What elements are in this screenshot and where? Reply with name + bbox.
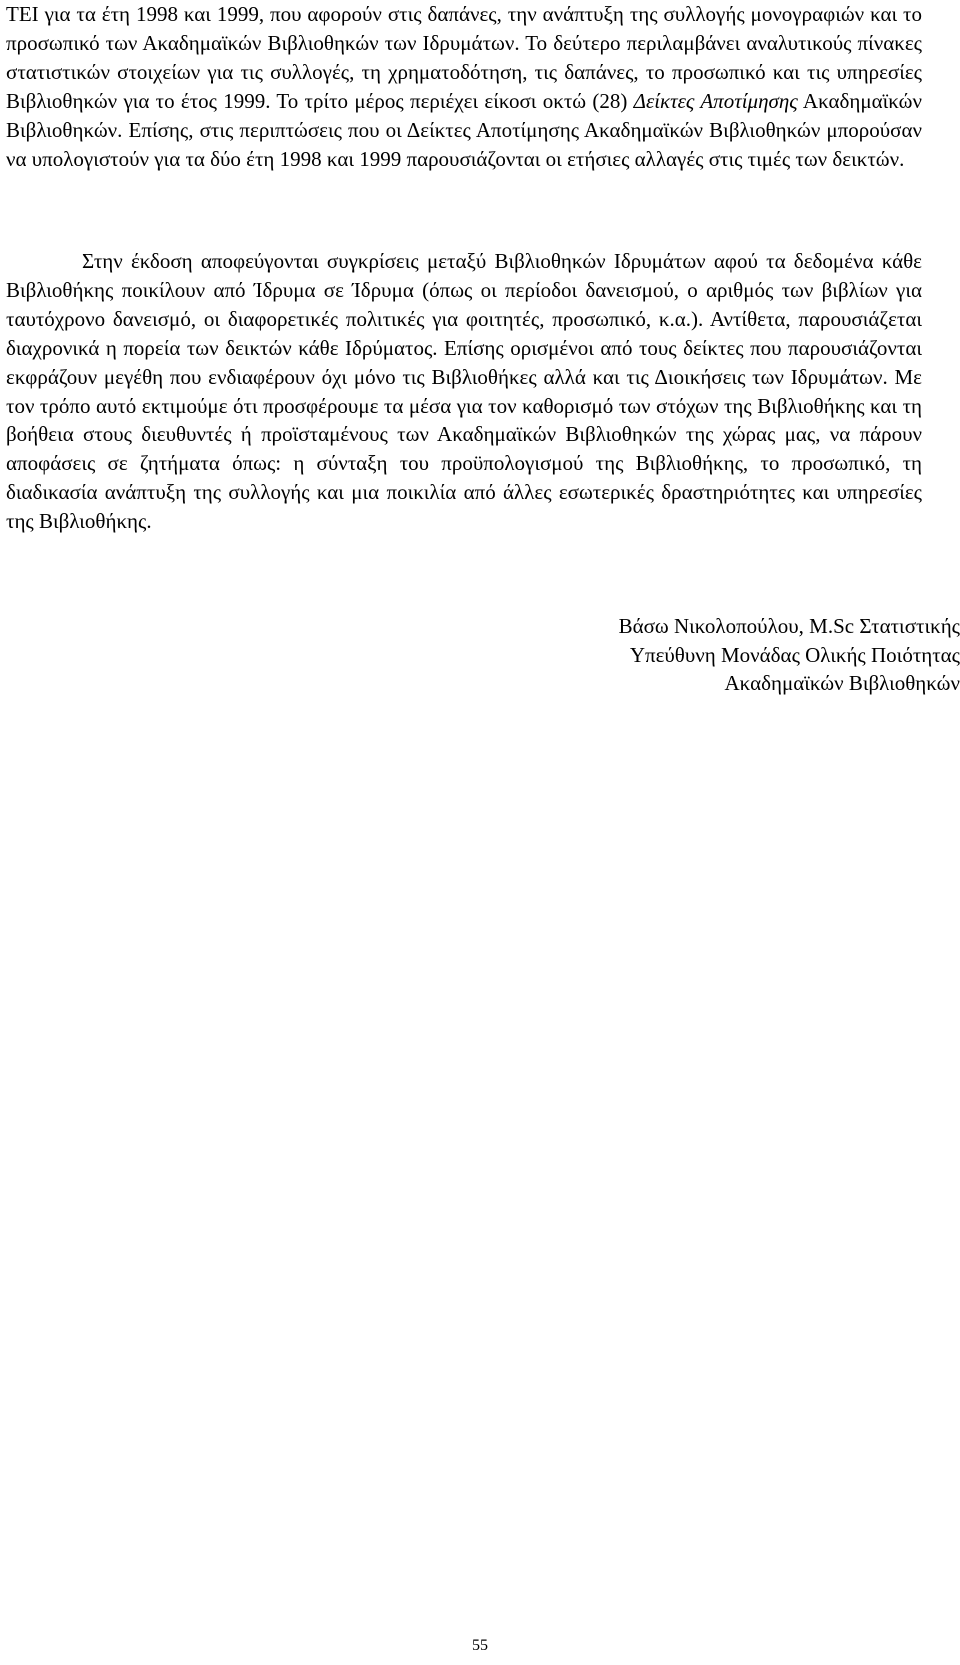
body-paragraph-1 [6,0,922,173]
signature-organization: Ακαδημαϊκών Βιβλιοθηκών [724,671,960,695]
paragraph-1-italic-term: Δείκτες Αποτίμησης [633,88,798,113]
signature-block [619,612,960,698]
paragraph-1-text-start: ΤΕΙ για τα έτη 1998 και 1999, που αφορούν στις δαπάνες, την ανάπτυξη της συλλογής μονογραφιών και το προσωπικό των Ακαδημαϊκών Βιβλιοθηκών των Ιδρυμάτων. Το δεύτερο περιλαμβάνει αναλυτικούς πίνακες στατιστικών στοιχείων για τις συλλογές, τη χρηματοδότηση, τις δαπάνες, το προσωπικό και τις υπηρεσίες Βιβλιοθηκών για το έτος 1999. Το τρίτο μέρος περιέχει είκοσι οκτώ (28) [6,2,922,113]
page-number: 55 [472,1637,488,1654]
body-paragraph-2: Στην έκδοση αποφεύγονται συγκρίσεις μεταξύ Βιβλιοθηκών Ιδρυμάτων αφού τα δεδομένα κάθε Βιβλιοθήκης ποικίλουν από Ίδρυμα σε Ίδρυμα (όπως οι περίοδοι δανεισμού, ο αριθμός των βιβλίων για ταυτόχρονο δανεισμό, οι διαφορετικές πολιτικές για φοιτητές, προσωπικό, κ.α.). Αντίθετα, παρουσιάζεται διαχρονικά η πορεία των δεικτών κάθε Ιδρύματος. Επίσης ορισμένοι από τους δείκτες που παρουσιάζονται εκφράζουν μεγέθη που ενδιαφέρουν όχι μόνο τις Βιβλιοθήκες αλλά και τις Διοικήσεις των Ιδρυμάτων. Με τον τρόπο αυτό εκτιμούμε ότι προσφέρουμε τα μέσα για τον καθορισμό των στόχων της Βιβλιοθήκης και τη βοήθεια στους διευθυντές ή προϊσταμένους των Ακαδημαϊκών Βιβλιοθηκών της χώρας μας, να πάρουν αποφάσεις σε ζητήματα όπως: η σύνταξη του προϋπολογισμού της Βιβλιοθήκης, το προσωπικό, τη διαδικασία ανάπτυξη της συλλογής και μια ποικιλία από άλλες εσωτερικές δραστηριότητες και υπηρεσίες της Βιβλιοθήκης. [6,249,922,534]
signature-role: Υπεύθυνη Μονάδας Ολικής Ποιότητας [629,642,960,667]
signature-name: Βάσω Νικολοπούλου, M.Sc Στατιστικής [618,614,960,638]
paragraph-1-text-end: Ακαδημαϊκών Βιβλιοθηκών. Επίσης, στις περιπτώσεις που οι Δείκτες Αποτίμησης Ακαδημαϊκών Βιβλιοθηκών μπορούσαν να υπολογιστούν για τα δύο έτη 1998 και 1999 παρουσιάζονται οι ετήσιες αλλαγές στις τιμές των δεικτών. [6,88,922,171]
